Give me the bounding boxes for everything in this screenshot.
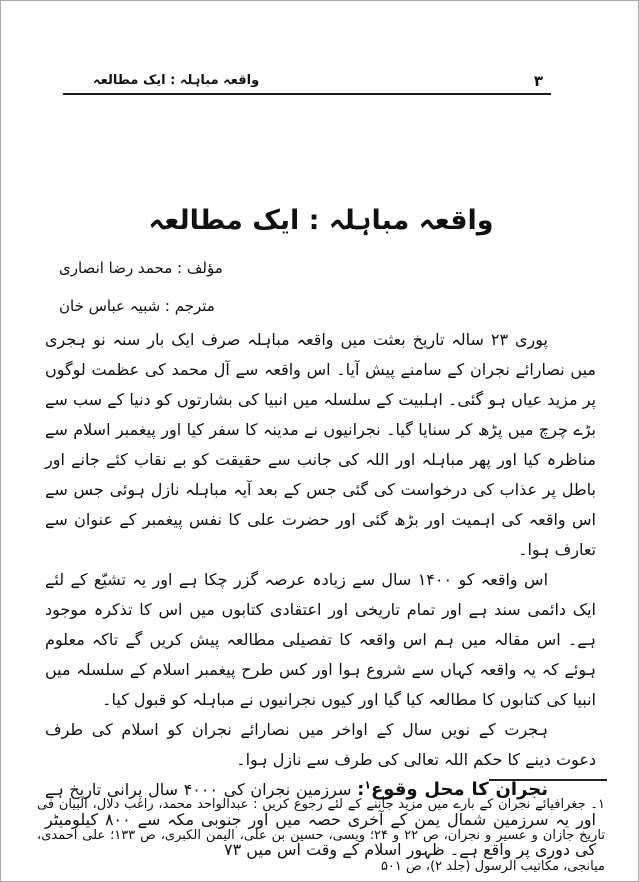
translator-line: مترجم : شبیہ عباس خان bbox=[59, 297, 215, 315]
footnote-separator-rule bbox=[489, 779, 607, 781]
page-title: واقعہ مباہلہ : ایک مطالعہ bbox=[148, 205, 494, 237]
paragraph: ہجرت کے نویں سال کے اواخر میں نصارائے نجران کو اسلام کی طرف دعوت دینے کا حکم اللہ تعالی کی طرف سے نازل ہوا۔ bbox=[45, 720, 596, 769]
page-header bbox=[63, 55, 551, 95]
running-title: واقعہ مباہلہ : ایک مطالعہ bbox=[93, 73, 260, 88]
paragraph-text: سرزمین نجران کی ۴۰۰۰ سال پرانی تاریخ ہے اور یہ سرزمین شمال یمن کے آخری حصہ میں اور جنوبی مکہ سے ۸۰۰ کیلومیٹر کی دوری پر واقع ہے۔ ظہور اسلام کے وقت اس میں ۷۳ bbox=[45, 780, 596, 859]
author-line: مؤلف : محمد رضا انصاری bbox=[59, 259, 223, 277]
footnote-text: ۱۔ جغرافیائے نجران کے بارے میں مزید جاننے کے لئے رجوع کریں : عبدالواحد محمد، راغب دلال، البیان فی تاریخ جازان و عسیر و نجران، ص ۲۲ و ۲۴؛ ویسی، حسین بن علی، الیمن الکبری، ص ۱۳۳؛ علی احمدی، میانجی، مکاتیب الرسول (جلد ۲)، ص ۵۰۱ bbox=[37, 797, 605, 874]
page-number: ۳ bbox=[533, 72, 543, 90]
section-heading-colon: : bbox=[357, 779, 365, 800]
section-heading: نجران کا محل وقوع bbox=[371, 779, 549, 800]
body-text bbox=[45, 325, 596, 865]
paragraph: اس واقعہ کو ۱۴۰۰ سال سے زیادہ عرصہ گزر چکا ہے اور یہ تشیّع کے لئے ایک دائمی سند ہے اور تمام تاریخی اور اعتقادی کتابوں میں اس کا تذکرہ موجود ہے۔ اس مقالہ میں ہم اس واقعہ کا تفصیلی مطالعہ پیش کریں گے تاکہ معلوم ہوئے کہ یہ واقعہ کہاں سے شروع ہوا اور کس طرح پیغمبر اسلام کے سلسلہ میں انبیا کی کتابوں کا مطالعہ کیا گیا اور کیوں نجرانیوں نے مباہلہ کو قبول کیا۔ bbox=[45, 570, 596, 709]
footnote-reference-marker: ۱ bbox=[364, 778, 372, 792]
byline-block bbox=[59, 249, 223, 325]
paragraph: پوری ۲۳ سالہ تاریخ بعثت میں واقعہ مباہلہ صرف ایک بار سنہ نو ہجری میں نصارائے نجران کے سامنے پیش آیا۔ اس واقعہ سے آل محمد کی عظمت لوگوں پر مزید عیاں ہو گئی۔ اہلبیت کے سلسلہ میں انبیا کی بشارتوں کو دنیا کے سب سے بڑے چرچ میں پڑھ کر سنایا گیا۔ نجرانیوں نے مدینہ کا سفر کیا اور پیغمبر اسلام سے مناظرہ کیا اور پھر مباہلہ اور اللہ کی جانب سے حقیقت کو بے نقاب کئے جانے اور باطل پر عذاب کی درخواست کی گئی جس کے بعد آیہ مباہلہ نازل ہوئی جس سے اس واقعہ کی اہمیت اور بڑھ گئی اور حضرت علی کا نفس پیغمبر کے عنوان سے تعارف ہوا۔ bbox=[45, 330, 596, 559]
footnote-block bbox=[37, 789, 605, 882]
